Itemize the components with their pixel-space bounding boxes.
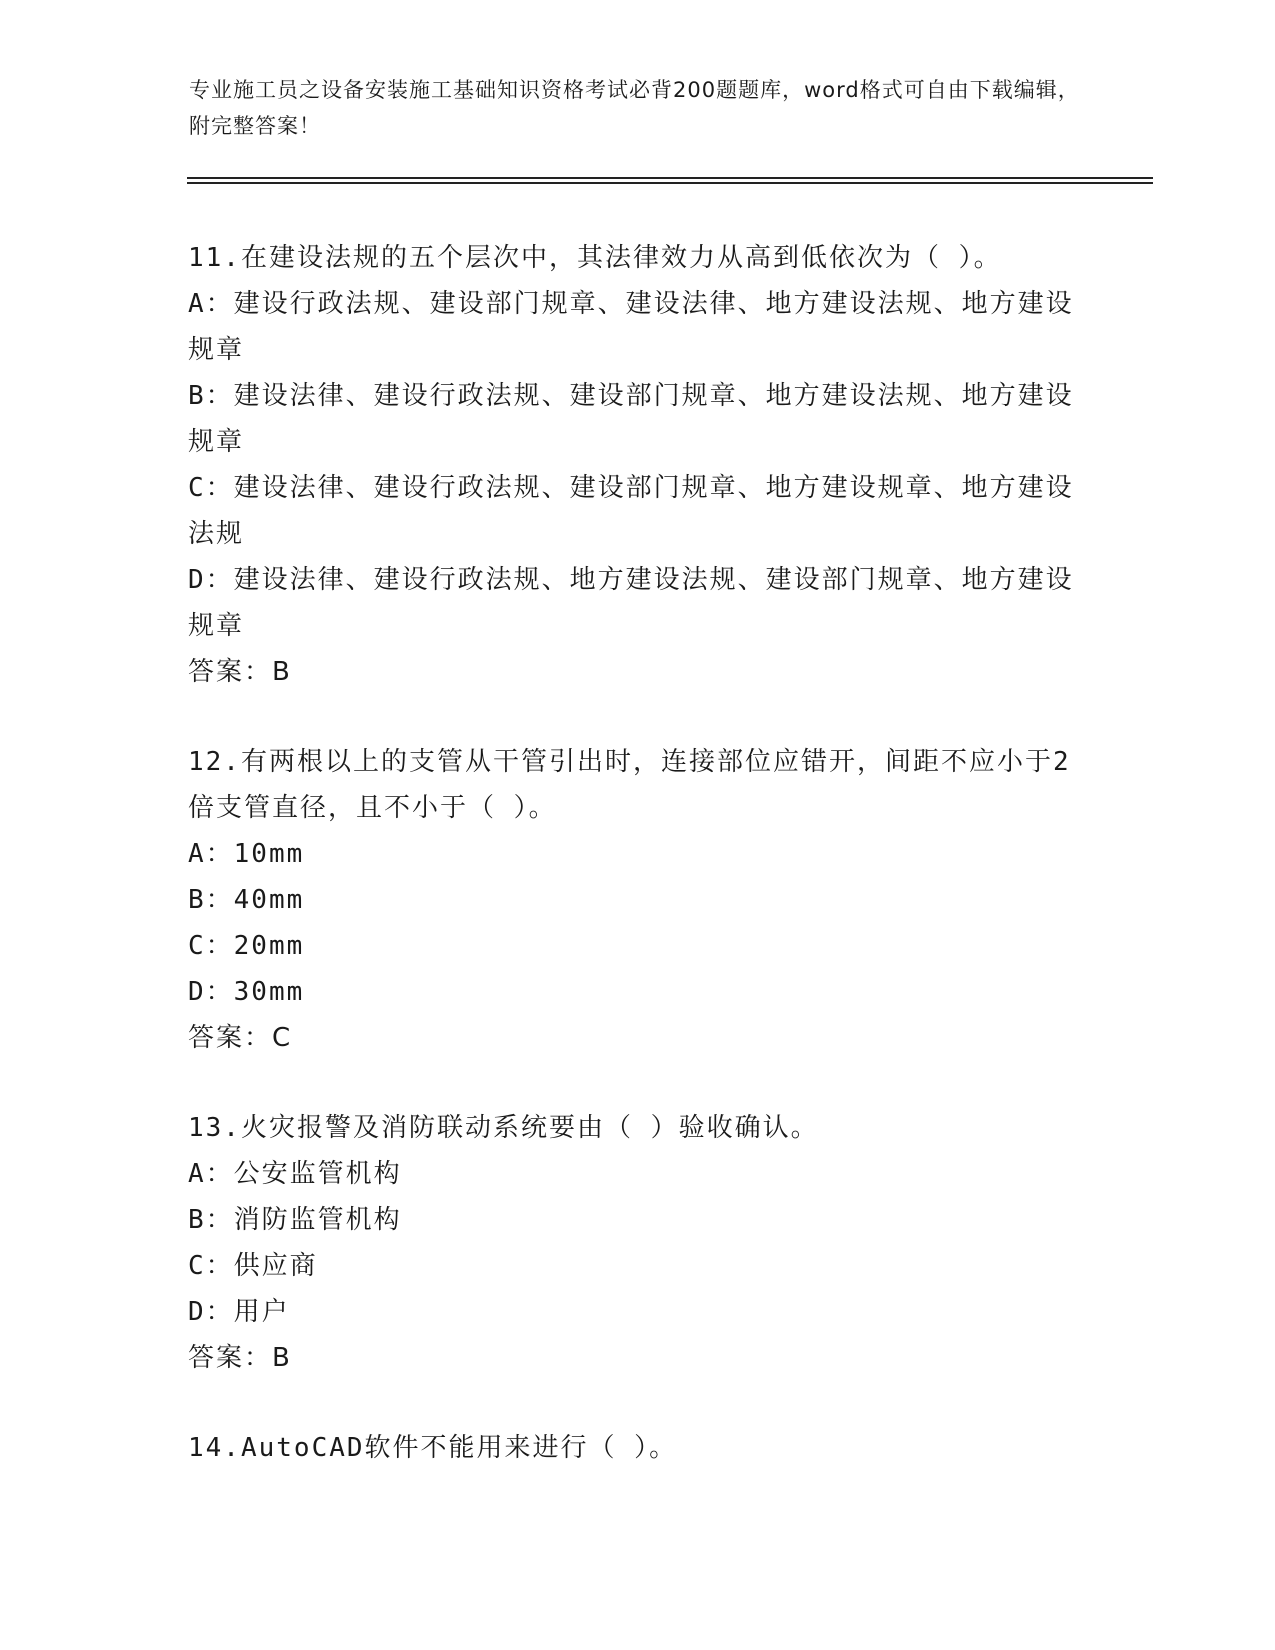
- question-stem: 13.火灾报警及消防联动系统要由（ ）验收确认。: [188, 1113, 819, 1143]
- question-list: [188, 235, 1088, 1515]
- header-rule-bottom: [187, 182, 1153, 184]
- question-13: [188, 1105, 1088, 1381]
- option-b: B：40mm: [188, 885, 305, 915]
- option-a: A：10mm: [188, 839, 305, 869]
- question-stem: 11.在建设法规的五个层次中，其法律效力从高到低依次为（ ）。: [188, 243, 1002, 273]
- header-rule-top: [187, 177, 1153, 179]
- answer: 答案：C: [188, 1023, 293, 1053]
- option-a: A：建设行政法规、建设部门规章、建设法律、地方建设法规、地方建设规章: [188, 289, 1074, 365]
- option-d: D：用户: [188, 1297, 290, 1327]
- option-b: B：建设法律、建设行政法规、建设部门规章、地方建设法规、地方建设规章: [188, 381, 1074, 457]
- question-14: [188, 1425, 1088, 1471]
- option-a: A：公安监管机构: [188, 1159, 402, 1189]
- question-stem: 12.有两根以上的支管从干管引出时，连接部位应错开，间距不应小于2倍支管直径，且不小于（ ）。: [188, 747, 1071, 823]
- option-d: D：建设法律、建设行政法规、地方建设法规、建设部门规章、地方建设规章: [188, 565, 1074, 641]
- question-stem: 14.AutoCAD软件不能用来进行（ ）。: [188, 1433, 678, 1463]
- option-c: C：建设法律、建设行政法规、建设部门规章、地方建设规章、地方建设法规: [188, 473, 1074, 549]
- option-d: D：30mm: [188, 977, 305, 1007]
- answer: 答案：B: [188, 1343, 292, 1373]
- answer: 答案：B: [188, 657, 292, 687]
- question-12: [188, 739, 1088, 1061]
- option-c: C：20mm: [188, 931, 305, 961]
- option-b: B：消防监管机构: [188, 1205, 402, 1235]
- document-header: 专业施工员之设备安装施工基础知识资格考试必背200题题库，word格式可自由下载编辑，附完整答案！: [189, 78, 1080, 138]
- option-c: C：供应商: [188, 1251, 318, 1281]
- question-11: [188, 235, 1088, 695]
